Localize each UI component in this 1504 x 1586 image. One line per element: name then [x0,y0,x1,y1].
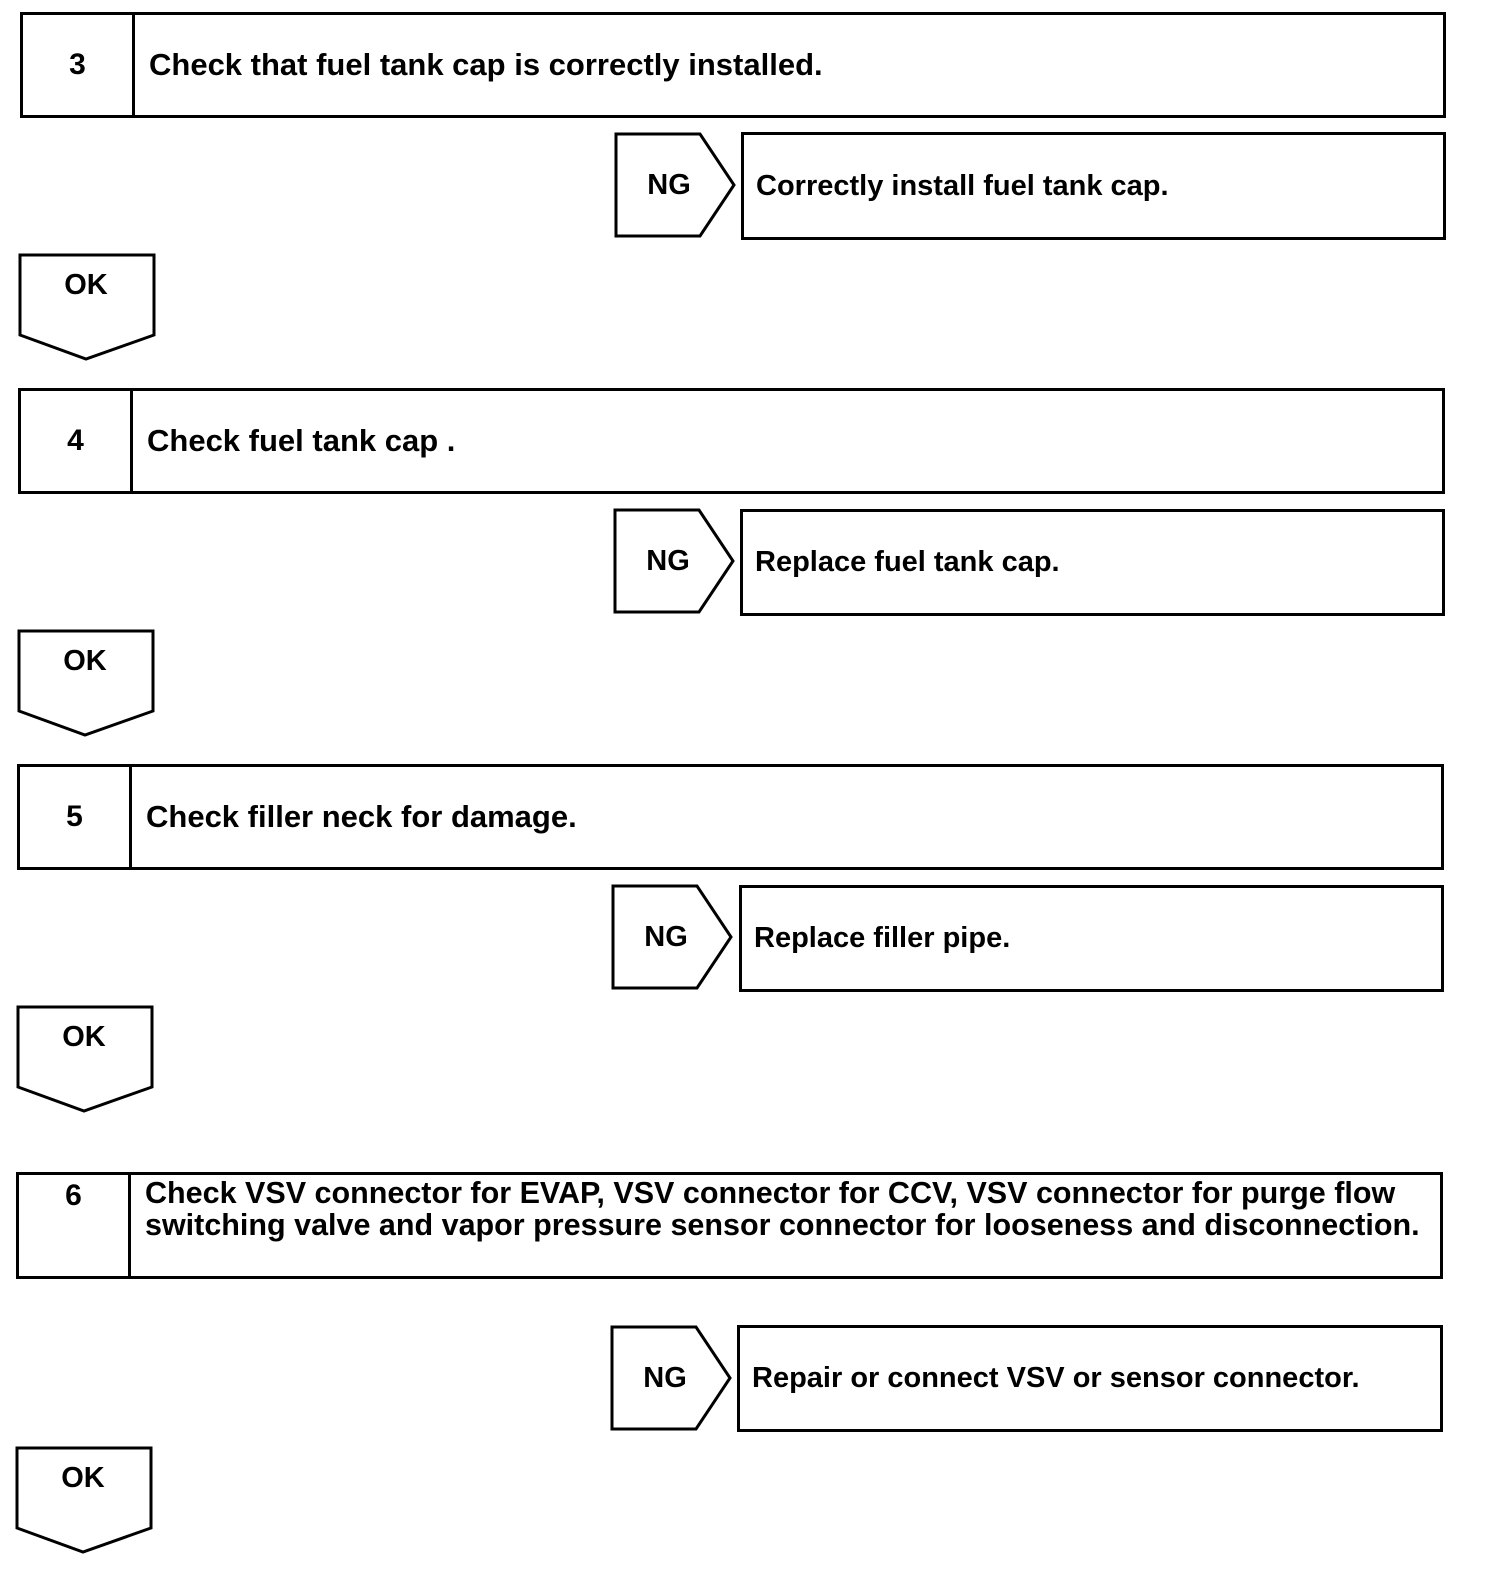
step-5-text: Check filler neck for damage. [146,799,577,834]
step-4-ng-label: NG [646,544,690,577]
step-3-ng-label: NG [647,168,691,201]
step-3-text: Check that fuel tank cap is correctly installed. [149,47,823,82]
step-6-number: 6 [19,1175,131,1276]
step-4-number: 4 [21,391,133,491]
step-6-text: Check VSV connector for EVAP, VSV connector for CCV, VSV connector for purge flow switching valve and vapor pressure sensor connector for looseness and disconnection. [145,1176,1420,1242]
step-5-ok-tag [16,1005,156,1113]
step-6-ng-tag [610,1325,734,1431]
step-5-ok-label: OK [62,1021,106,1053]
step-6-ok-label: OK [61,1462,105,1494]
step-6-ng-action: Repair or connect VSV or sensor connector. [737,1325,1443,1432]
step-3-ok-tag [18,253,158,361]
step-4-ok-tag [17,629,157,737]
step-4-ng-action: Replace fuel tank cap. [740,509,1445,616]
step-3-ok-label: OK [64,269,108,301]
step-3-number: 3 [23,15,135,115]
step-5-ng-action: Replace filler pipe. [739,885,1444,992]
step-5-number: 5 [20,767,132,867]
step-4-ng-tag [613,508,737,614]
step-3-ng-tag [614,132,738,238]
step-6-box [16,1172,1443,1279]
step-6-ng-label: NG [643,1361,687,1394]
step-3-box [20,12,1446,118]
step-4-box [18,388,1445,494]
step-6-ok-tag [15,1446,155,1554]
step-4-text: Check fuel tank cap . [147,423,456,458]
step-4-ok-label: OK [63,645,107,677]
step-5-ng-label: NG [644,920,688,953]
step-5-ng-tag [611,884,735,990]
step-3-ng-action: Correctly install fuel tank cap. [741,132,1446,240]
step-5-box [17,764,1444,870]
